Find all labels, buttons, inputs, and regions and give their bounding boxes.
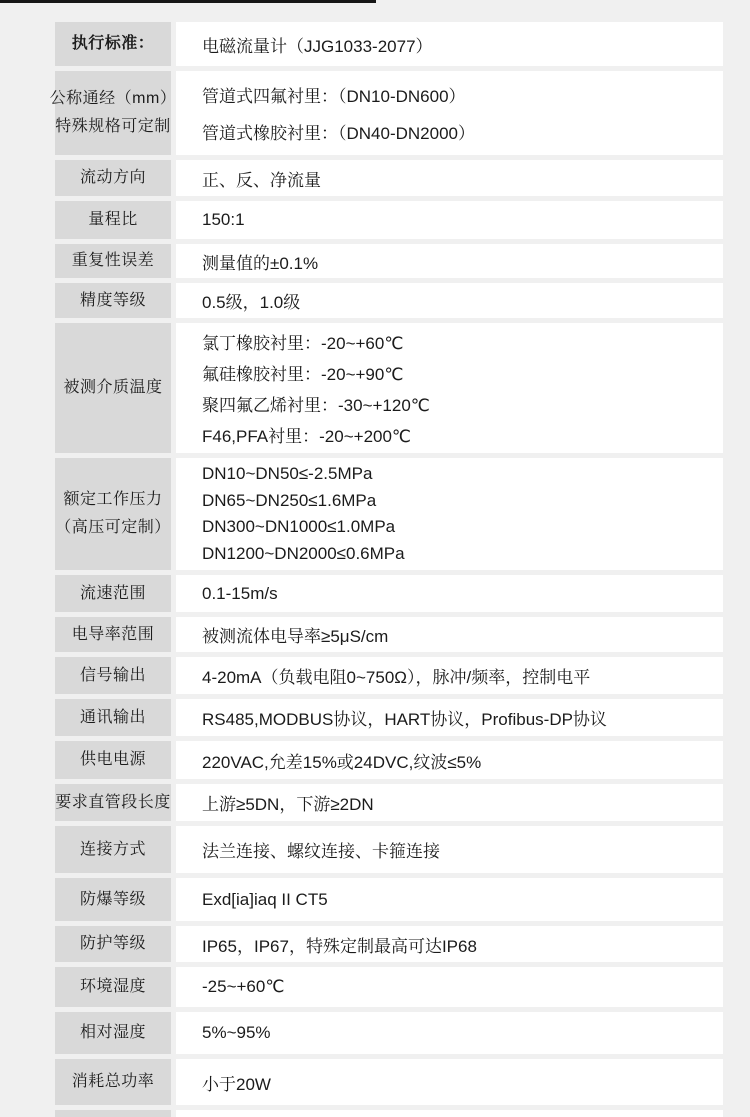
spec-value-text: IP65，IP67，特殊定制最高可达IP68 <box>202 936 477 956</box>
spec-value-cell <box>176 458 723 570</box>
spec-value-cell <box>176 826 723 873</box>
spec-label-cell <box>55 201 171 239</box>
spec-value-text: 150:1 <box>202 210 245 229</box>
spec-value-text: Exd[ia]iaq II CT5 <box>202 889 328 909</box>
spec-value-cell <box>176 244 723 278</box>
spec-value-text: 氯丁橡胶衬里：-20~+60℃ <box>202 334 404 353</box>
spec-label-cell <box>55 575 171 612</box>
spec-value-text: 0.5级，1.0级 <box>202 293 301 312</box>
spec-value-text: 上游≥5DN，下游≥2DN <box>202 795 374 814</box>
spec-row <box>55 826 723 873</box>
spec-value-cell <box>176 575 723 612</box>
spec-label-text: 相对湿度 <box>79 1024 146 1041</box>
spec-value-text: DN1200~DN2000≤0.6MPa <box>202 543 405 563</box>
spec-label-text: 防爆等级 <box>79 890 146 908</box>
spec-row <box>55 22 723 66</box>
spec-value-text: 正、反、净流量 <box>202 170 321 190</box>
spec-label-text: 环境湿度 <box>79 978 146 995</box>
spec-value-cell <box>176 878 723 921</box>
spec-value-text: 220VAC,允差15%或24DVC,纹波≤5% <box>202 752 482 772</box>
spec-label-cell <box>55 283 171 318</box>
spec-label-cell <box>55 926 171 962</box>
spec-label-text: 执行标准： <box>71 35 155 52</box>
spec-label-cell <box>55 699 171 736</box>
spec-value-cell <box>176 657 723 694</box>
spec-label-cell <box>55 741 171 779</box>
spec-value-text: RS485,MODBUS协议，HART协议，Profibus-DP协议 <box>202 710 607 729</box>
spec-value-text: -25~+60℃ <box>202 977 285 996</box>
spec-value-cell <box>176 22 723 66</box>
spec-row <box>55 323 723 453</box>
spec-value-text: DN300~DN1000≤1.0MPa <box>202 517 396 537</box>
spec-value-cell <box>176 160 723 196</box>
spec-value-text: 管道式橡胶衬里：（DN40-DN2000） <box>202 123 475 143</box>
top-crop-bar <box>0 0 376 3</box>
spec-label-text: 电导率范围 <box>71 625 155 643</box>
spec-label-cell <box>55 657 171 694</box>
spec-value-text: DN65~DN250≤1.6MPa <box>202 490 377 510</box>
spec-row <box>49 71 723 155</box>
spec-label-text: 额定工作压力 <box>63 491 163 508</box>
spec-value-cell <box>176 1110 723 1117</box>
spec-label-text: 连接方式 <box>79 840 146 858</box>
spec-row <box>55 1059 723 1105</box>
spec-value-cell <box>176 784 723 821</box>
spec-label-text: 防护等级 <box>79 935 146 952</box>
spec-row <box>55 657 723 694</box>
spec-row <box>55 967 723 1007</box>
spec-value-cell <box>176 699 723 736</box>
spec-value-text: F46,PFA衬里：-20~+200℃ <box>202 427 412 446</box>
spec-label-cell <box>55 878 171 921</box>
spec-label-text: 要求直管段长度 <box>55 793 171 811</box>
spec-label-text: 重复性误差 <box>71 252 155 269</box>
spec-label-text: 供电电源 <box>79 751 146 768</box>
spec-row <box>55 926 723 962</box>
spec-label-text: 量程比 <box>88 211 138 228</box>
spec-label-text: 信号输出 <box>79 666 146 684</box>
spec-value-text: 聚四氟乙烯衬里：-30~+120℃ <box>202 396 430 415</box>
spec-label-cell <box>55 784 171 821</box>
spec-row <box>55 1012 723 1054</box>
spec-label-cell <box>55 967 171 1007</box>
spec-table <box>49 22 723 1117</box>
spec-value-text: 小于20W <box>202 1074 271 1094</box>
spec-label-cell <box>55 22 171 66</box>
spec-row <box>55 283 723 318</box>
spec-row <box>55 699 723 736</box>
spec-label-text: 被测介质温度 <box>63 379 163 396</box>
spec-value-text: 法兰连接、螺纹连接、卡箍连接 <box>202 842 440 861</box>
spec-value-cell <box>176 967 723 1007</box>
spec-value-text: 被测流体电导率≥5μS/cm <box>202 627 389 646</box>
spec-row <box>55 160 723 196</box>
spec-value-cell <box>176 201 723 239</box>
spec-value-cell <box>176 71 723 155</box>
spec-label-text: 公称通经（mm） <box>49 90 177 107</box>
spec-label-text: 流动方向 <box>79 169 146 186</box>
spec-value-text: 4-20mA（负载电阻0~750Ω），脉冲/频率，控制电平 <box>202 668 591 687</box>
spec-label-cell <box>55 826 171 873</box>
spec-row <box>55 741 723 779</box>
spec-label-cell <box>55 1110 171 1117</box>
spec-value-cell <box>176 1012 723 1054</box>
spec-label-text: 特殊规格可定制 <box>55 118 171 135</box>
spec-value-cell <box>176 1059 723 1105</box>
spec-value-cell <box>176 283 723 318</box>
spec-row <box>55 617 723 652</box>
spec-value-text: 0.1-15m/s <box>202 583 278 603</box>
spec-row <box>55 575 723 612</box>
spec-label-cell <box>55 160 171 196</box>
spec-value-cell <box>176 617 723 652</box>
spec-row <box>55 458 723 570</box>
spec-value-text: 测量值的±0.1% <box>202 253 319 273</box>
spec-value-text: 管道式四氟衬里：（DN10-DN600） <box>202 87 466 107</box>
spec-row <box>55 201 723 239</box>
spec-value-cell <box>176 926 723 962</box>
spec-value-cell <box>176 741 723 779</box>
spec-label-cell <box>49 71 177 155</box>
spec-label-text: （高压可定制） <box>55 519 171 536</box>
spec-row <box>55 244 723 278</box>
spec-label-text: 消耗总功率 <box>71 1073 155 1090</box>
spec-row <box>55 1110 723 1117</box>
spec-label-cell <box>55 1059 171 1105</box>
spec-value-text: 氟硅橡胶衬里：-20~+90℃ <box>202 365 404 384</box>
spec-value-cell <box>176 323 723 453</box>
spec-label-text: 流速范围 <box>79 584 146 602</box>
spec-value-text: 5%~95% <box>202 1023 271 1042</box>
spec-label-cell <box>55 458 171 570</box>
spec-row <box>55 784 723 821</box>
spec-label-cell <box>55 323 171 453</box>
spec-label-text: 通讯输出 <box>79 708 146 726</box>
spec-label-cell <box>55 1012 171 1054</box>
spec-value-text: 电磁流量计（JJG1033-2077） <box>202 36 433 56</box>
spec-label-cell <box>55 244 171 278</box>
spec-label-cell <box>55 617 171 652</box>
spec-row <box>55 878 723 921</box>
spec-label-text: 精度等级 <box>79 291 146 309</box>
spec-value-text: DN10~DN50≤-2.5MPa <box>202 464 373 484</box>
